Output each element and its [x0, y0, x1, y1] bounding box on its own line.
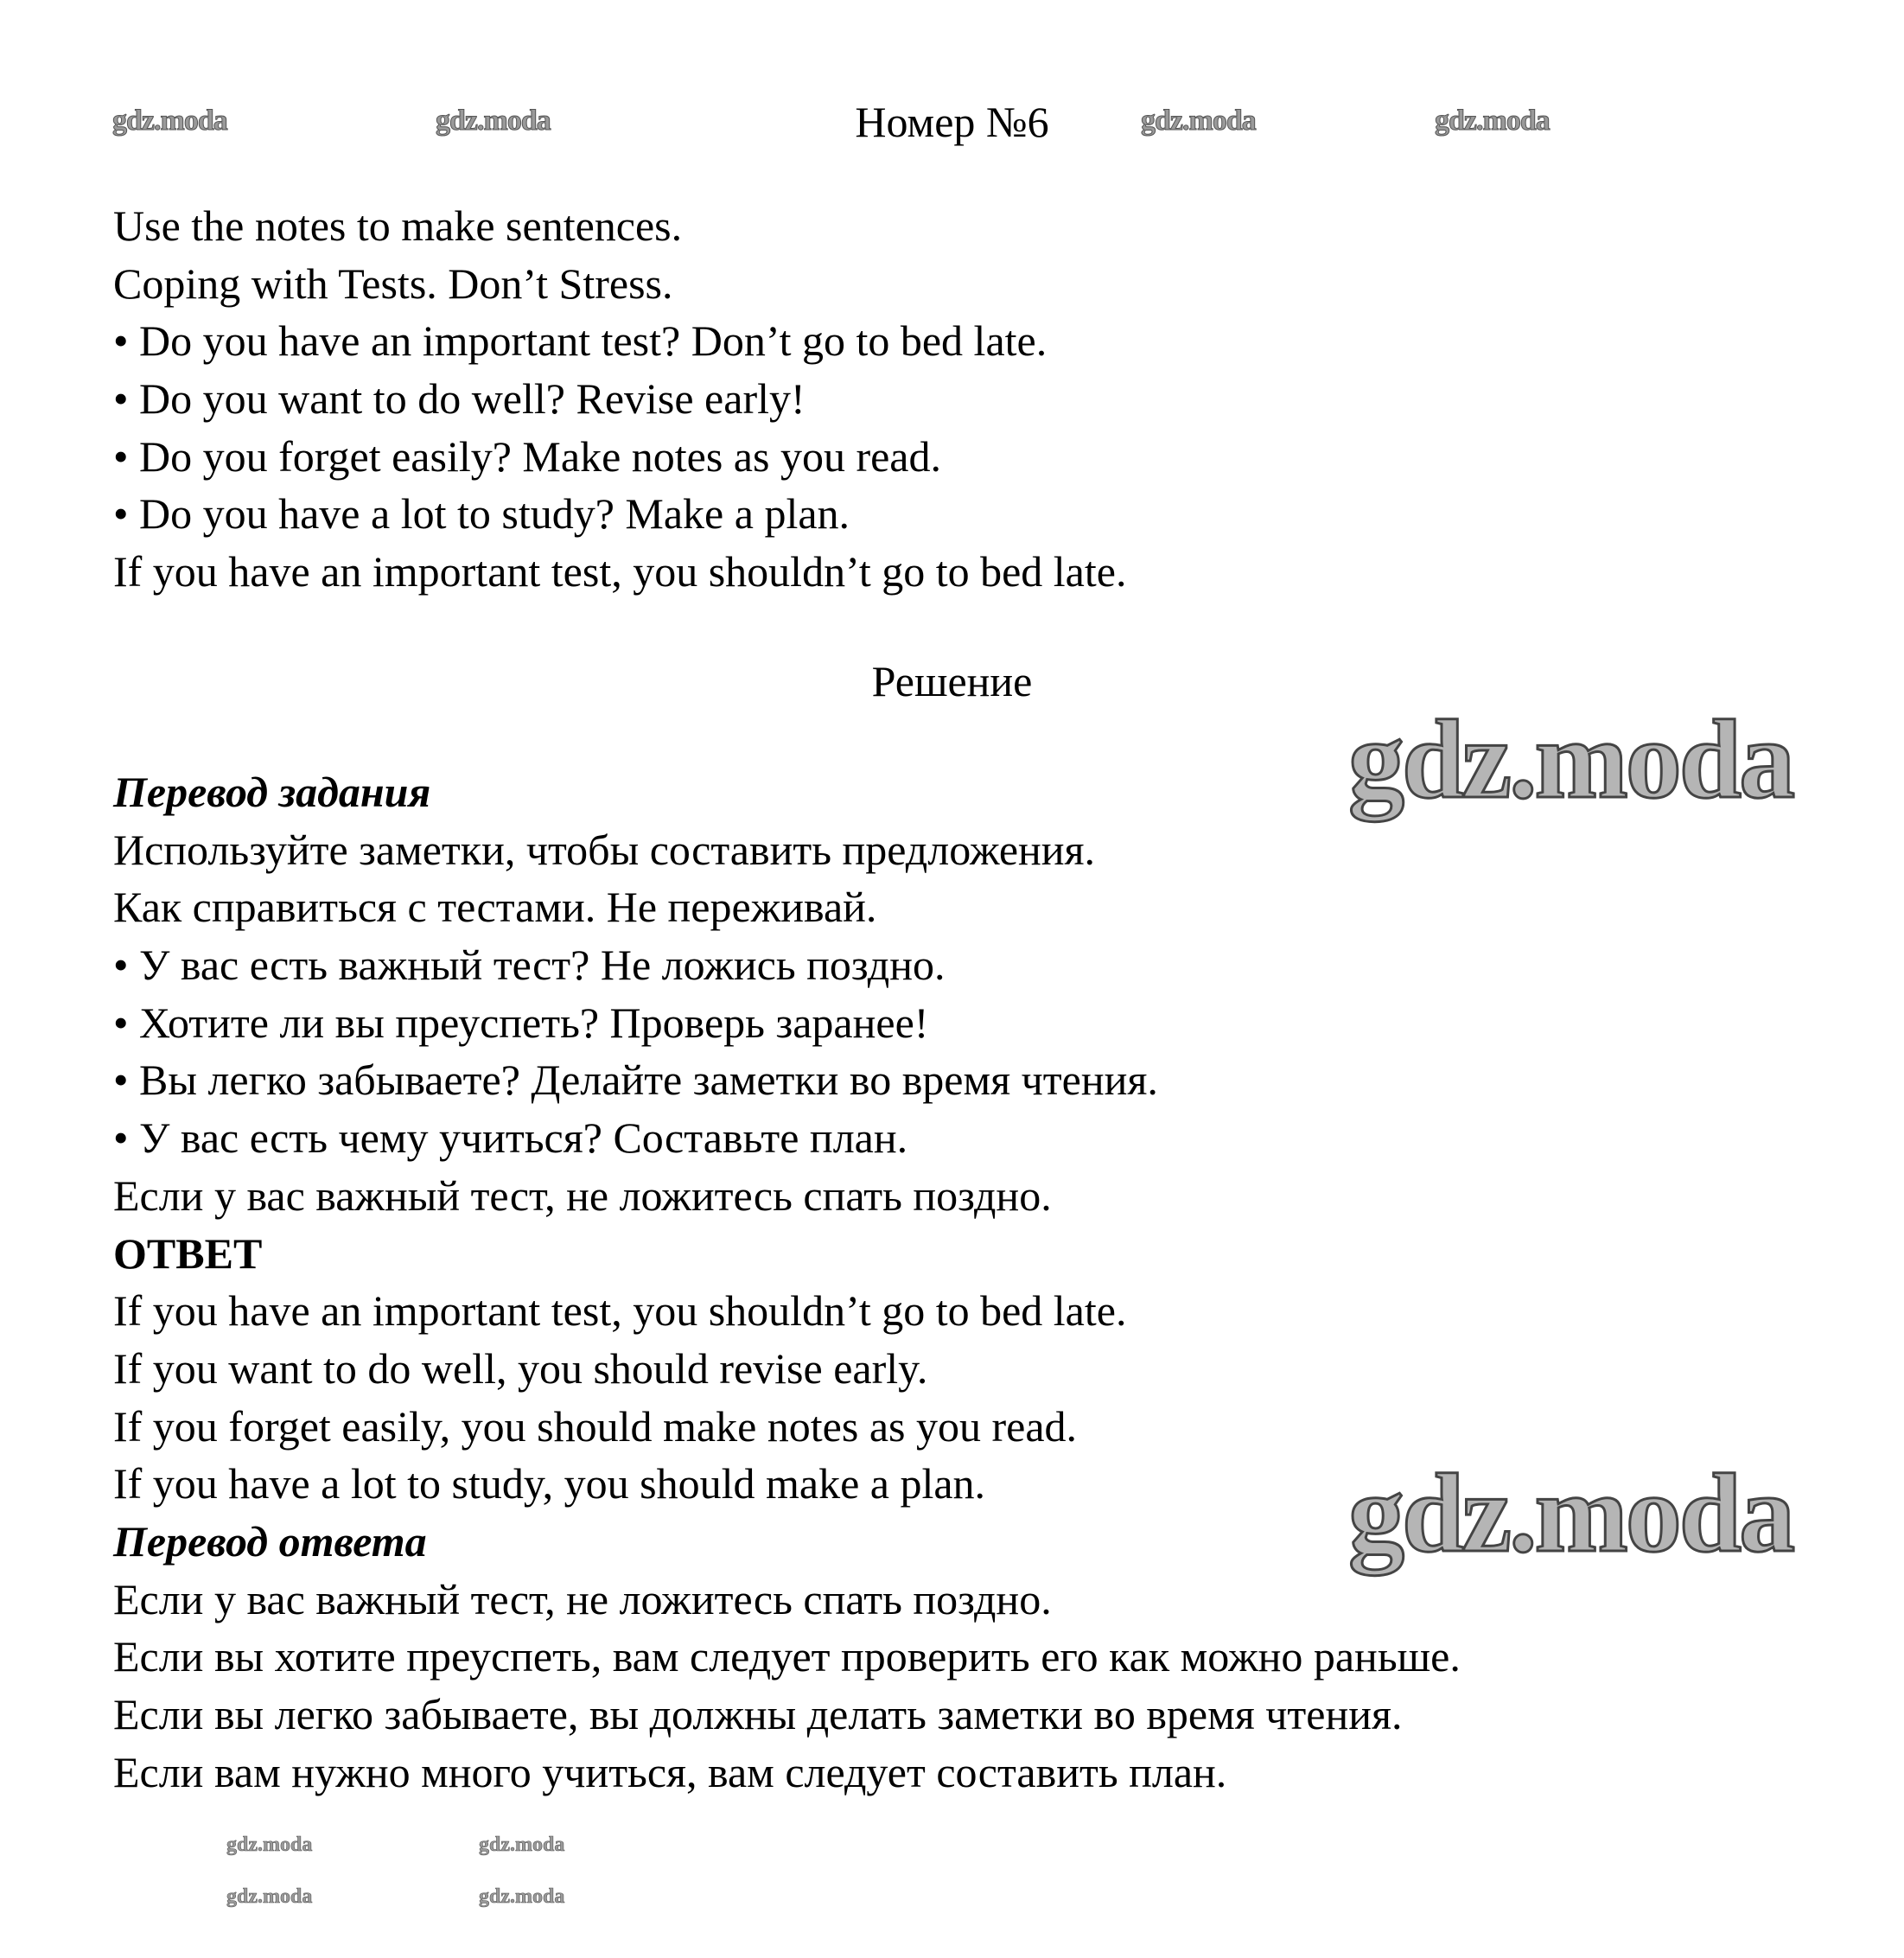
watermark-large: gdz.moda	[1348, 1451, 1793, 1576]
task-line: • Do you forget easily? Make notes as you read.	[113, 431, 941, 481]
task-line: Use the notes to make sentences.	[113, 201, 683, 250]
answer-translation-line: Если у вас важный тест, не ложитесь спать поздно.	[113, 1574, 1052, 1623]
watermark: gdz.moda	[1141, 105, 1256, 137]
answer-translation-heading: Перевод ответа	[113, 1516, 427, 1566]
watermark: gdz.moda	[479, 1834, 565, 1856]
task-line: • Do you want to do well? Revise early!	[113, 374, 806, 424]
translation-line: Если у вас важный тест, не ложитесь спать поздно.	[113, 1170, 1052, 1220]
translation-line: • Вы легко забываете? Делайте заметки во время чтения.	[113, 1056, 1158, 1105]
task-line: If you have an important test, you shouldn’t go to bed late.	[113, 547, 1127, 596]
translation-line: • У вас есть важный тест? Не ложись поздно.	[113, 941, 946, 990]
answer-translation-line: Если вы легко забываете, вы должны делать заметки во время чтения.	[113, 1690, 1403, 1738]
watermark-large: gdz.moda	[1348, 698, 1793, 822]
answer-translation-line: Если вам нужно много учиться, вам следует составить план.	[113, 1747, 1227, 1796]
watermark: gdz.moda	[436, 105, 551, 137]
watermark: gdz.moda	[226, 1834, 313, 1856]
page-title: Номер №6	[855, 98, 1049, 146]
solution-text	[113, 763, 1461, 1801]
translation-line: Как справиться с тестами. Не переживай.	[113, 883, 877, 932]
translation-line: • У вас есть чему учиться? Составьте план.	[113, 1113, 908, 1163]
watermark: gdz.moda	[112, 105, 227, 137]
watermark: gdz.moda	[1435, 105, 1550, 137]
task-line: • Do you have an important test? Don’t go to bed late.	[113, 316, 1048, 366]
answer-line: If you have an important test, you shouldn’t go to bed late.	[113, 1286, 1127, 1336]
solution-heading: Решение	[871, 657, 1033, 705]
task-translation-heading: Перевод задания	[113, 768, 431, 816]
answer-line: If you want to do well, you should revise early.	[113, 1343, 928, 1393]
task-line: • Do you have a lot to study? Make a plan.	[113, 489, 850, 539]
task-line: Coping with Tests. Don’t Stress.	[113, 258, 673, 308]
answer-heading: ОТВЕТ	[113, 1228, 263, 1278]
watermark: gdz.moda	[226, 1885, 313, 1908]
translation-line: • Хотите ли вы преуспеть? Проверь заранее!	[113, 998, 929, 1047]
answer-translation-line: Если вы хотите преуспеть, вам следует проверить его как можно раньше.	[113, 1632, 1461, 1681]
translation-line: Используйте заметки, чтобы составить предложения.	[113, 825, 1096, 874]
answer-line: If you forget easily, you should make notes as you read.	[113, 1401, 1078, 1451]
watermark: gdz.moda	[479, 1885, 565, 1908]
task-text	[113, 197, 1126, 601]
answer-line: If you have a lot to study, you should make a plan.	[113, 1459, 986, 1508]
